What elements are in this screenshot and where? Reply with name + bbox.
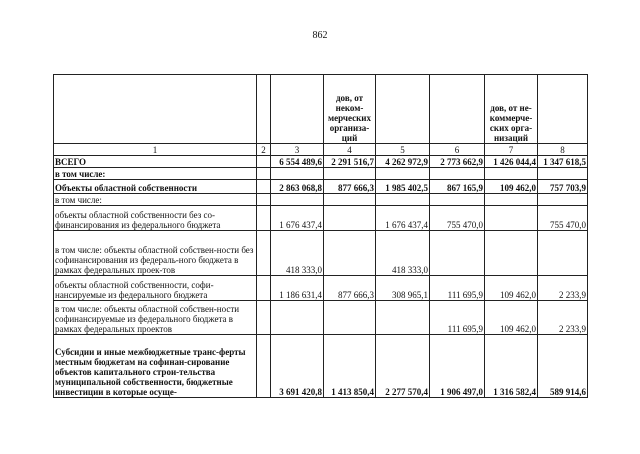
table-row bbox=[54, 231, 588, 276]
row-label: объекты областной собственности без со-финансирования из федерального бюджета bbox=[54, 206, 257, 231]
header-cell-4: дов, от неком-мерческих организа-ций bbox=[324, 75, 376, 144]
row-value-col3 bbox=[271, 301, 324, 335]
row-value-col5: 1 985 402,5 bbox=[376, 180, 430, 194]
header-cell-3 bbox=[271, 75, 324, 144]
row-value-col5: 4 262 972,9 bbox=[376, 156, 430, 168]
row-cell-2 bbox=[257, 180, 271, 194]
row-value-col7 bbox=[485, 231, 538, 276]
row-value-col5: 308 965,1 bbox=[376, 276, 430, 301]
row-cell-2 bbox=[257, 276, 271, 301]
table-row bbox=[54, 335, 588, 398]
row-value-col8 bbox=[538, 194, 588, 206]
column-number: 7 bbox=[485, 144, 538, 156]
row-label: Субсидии и иные межбюджетные транс-ферты местным бюджетам на софинан-сирование объектов капитального строи-тельства муниципальной собственности, бюджетные инвестиции в которые осуще- bbox=[54, 335, 257, 398]
column-number: 8 bbox=[538, 144, 588, 156]
row-value-col6: 755 470,0 bbox=[430, 206, 485, 231]
row-value-col7 bbox=[485, 168, 538, 180]
column-number: 6 bbox=[430, 144, 485, 156]
row-label: в том числе: объекты областной собствен-ности без софинансирования из федераль-ного бюджета в рамках федеральных проек-тов bbox=[54, 231, 257, 276]
budget-table bbox=[53, 74, 588, 398]
row-value-col6 bbox=[430, 168, 485, 180]
row-value-col7 bbox=[485, 206, 538, 231]
row-cell-2 bbox=[257, 168, 271, 180]
row-value-col7 bbox=[485, 194, 538, 206]
row-value-col4 bbox=[324, 301, 376, 335]
row-value-col3: 6 554 489,6 bbox=[271, 156, 324, 168]
row-label: ВСЕГО bbox=[54, 156, 257, 168]
header-cell-6 bbox=[430, 75, 485, 144]
row-value-col8: 2 233,9 bbox=[538, 276, 588, 301]
row-value-col6: 2 773 662,9 bbox=[430, 156, 485, 168]
row-value-col5 bbox=[376, 194, 430, 206]
row-value-col3 bbox=[271, 194, 324, 206]
row-label: в том числе: bbox=[54, 194, 257, 206]
row-cell-2 bbox=[257, 156, 271, 168]
row-value-col3: 2 863 068,8 bbox=[271, 180, 324, 194]
row-value-col5: 1 676 437,4 bbox=[376, 206, 430, 231]
row-cell-2 bbox=[257, 301, 271, 335]
column-number: 3 bbox=[271, 144, 324, 156]
row-value-col3: 418 333,0 bbox=[271, 231, 324, 276]
row-value-col8: 757 703,9 bbox=[538, 180, 588, 194]
row-value-col8 bbox=[538, 231, 588, 276]
row-value-col5 bbox=[376, 301, 430, 335]
row-label: в том числе: bbox=[54, 168, 257, 180]
row-cell-2 bbox=[257, 194, 271, 206]
row-value-col3 bbox=[271, 168, 324, 180]
row-value-col7: 1 316 582,4 bbox=[485, 335, 538, 398]
header-cell-7: дов, от не-коммерче-ских орга-низаций bbox=[485, 75, 538, 144]
row-value-col3: 3 691 420,8 bbox=[271, 335, 324, 398]
header-cell-5 bbox=[376, 75, 430, 144]
row-value-col7: 109 462,0 bbox=[485, 276, 538, 301]
column-number: 5 bbox=[376, 144, 430, 156]
column-number-row bbox=[54, 144, 588, 156]
table-row bbox=[54, 168, 588, 180]
row-label: в том числе: объекты областной собствен-ности софинансируемые из федерального бюджета в рамках федеральных проектов bbox=[54, 301, 257, 335]
header-cell-1 bbox=[54, 75, 257, 144]
row-value-col7: 109 462,0 bbox=[485, 301, 538, 335]
row-cell-2 bbox=[257, 335, 271, 398]
row-value-col3: 1 186 631,4 bbox=[271, 276, 324, 301]
header-cell-2 bbox=[257, 75, 271, 144]
row-value-col6: 1 906 497,0 bbox=[430, 335, 485, 398]
row-value-col4: 1 413 850,4 bbox=[324, 335, 376, 398]
table-row bbox=[54, 194, 588, 206]
row-value-col4 bbox=[324, 194, 376, 206]
row-value-col4: 2 291 516,7 bbox=[324, 156, 376, 168]
row-value-col7: 109 462,0 bbox=[485, 180, 538, 194]
row-cell-2 bbox=[257, 206, 271, 231]
header-row bbox=[54, 75, 588, 144]
table-row bbox=[54, 180, 588, 194]
row-value-col5: 2 277 570,4 bbox=[376, 335, 430, 398]
row-label: Объекты областной собственности bbox=[54, 180, 257, 194]
row-value-col8 bbox=[538, 168, 588, 180]
row-value-col8: 589 914,6 bbox=[538, 335, 588, 398]
column-number: 1 bbox=[54, 144, 257, 156]
table-row bbox=[54, 276, 588, 301]
table-row bbox=[54, 206, 588, 231]
table-row bbox=[54, 301, 588, 335]
column-number: 4 bbox=[324, 144, 376, 156]
row-value-col5: 418 333,0 bbox=[376, 231, 430, 276]
row-value-col5 bbox=[376, 168, 430, 180]
row-label: объекты областной собственности, софи-нансируемые из федерального бюджета bbox=[54, 276, 257, 301]
row-value-col6: 111 695,9 bbox=[430, 301, 485, 335]
row-value-col4 bbox=[324, 206, 376, 231]
row-value-col6: 867 165,9 bbox=[430, 180, 485, 194]
row-value-col7: 1 426 044,4 bbox=[485, 156, 538, 168]
row-value-col6 bbox=[430, 194, 485, 206]
row-value-col8: 1 347 618,5 bbox=[538, 156, 588, 168]
header-cell-8 bbox=[538, 75, 588, 144]
row-value-col3: 1 676 437,4 bbox=[271, 206, 324, 231]
column-number: 2 bbox=[257, 144, 271, 156]
row-value-col6: 111 695,9 bbox=[430, 276, 485, 301]
page-number: 862 bbox=[312, 30, 328, 41]
row-value-col6 bbox=[430, 231, 485, 276]
row-cell-2 bbox=[257, 231, 271, 276]
row-value-col4 bbox=[324, 168, 376, 180]
row-value-col4 bbox=[324, 231, 376, 276]
row-value-col4: 877 666,3 bbox=[324, 276, 376, 301]
row-value-col4: 877 666,3 bbox=[324, 180, 376, 194]
row-value-col8: 755 470,0 bbox=[538, 206, 588, 231]
row-value-col8: 2 233,9 bbox=[538, 301, 588, 335]
table-row bbox=[54, 156, 588, 168]
